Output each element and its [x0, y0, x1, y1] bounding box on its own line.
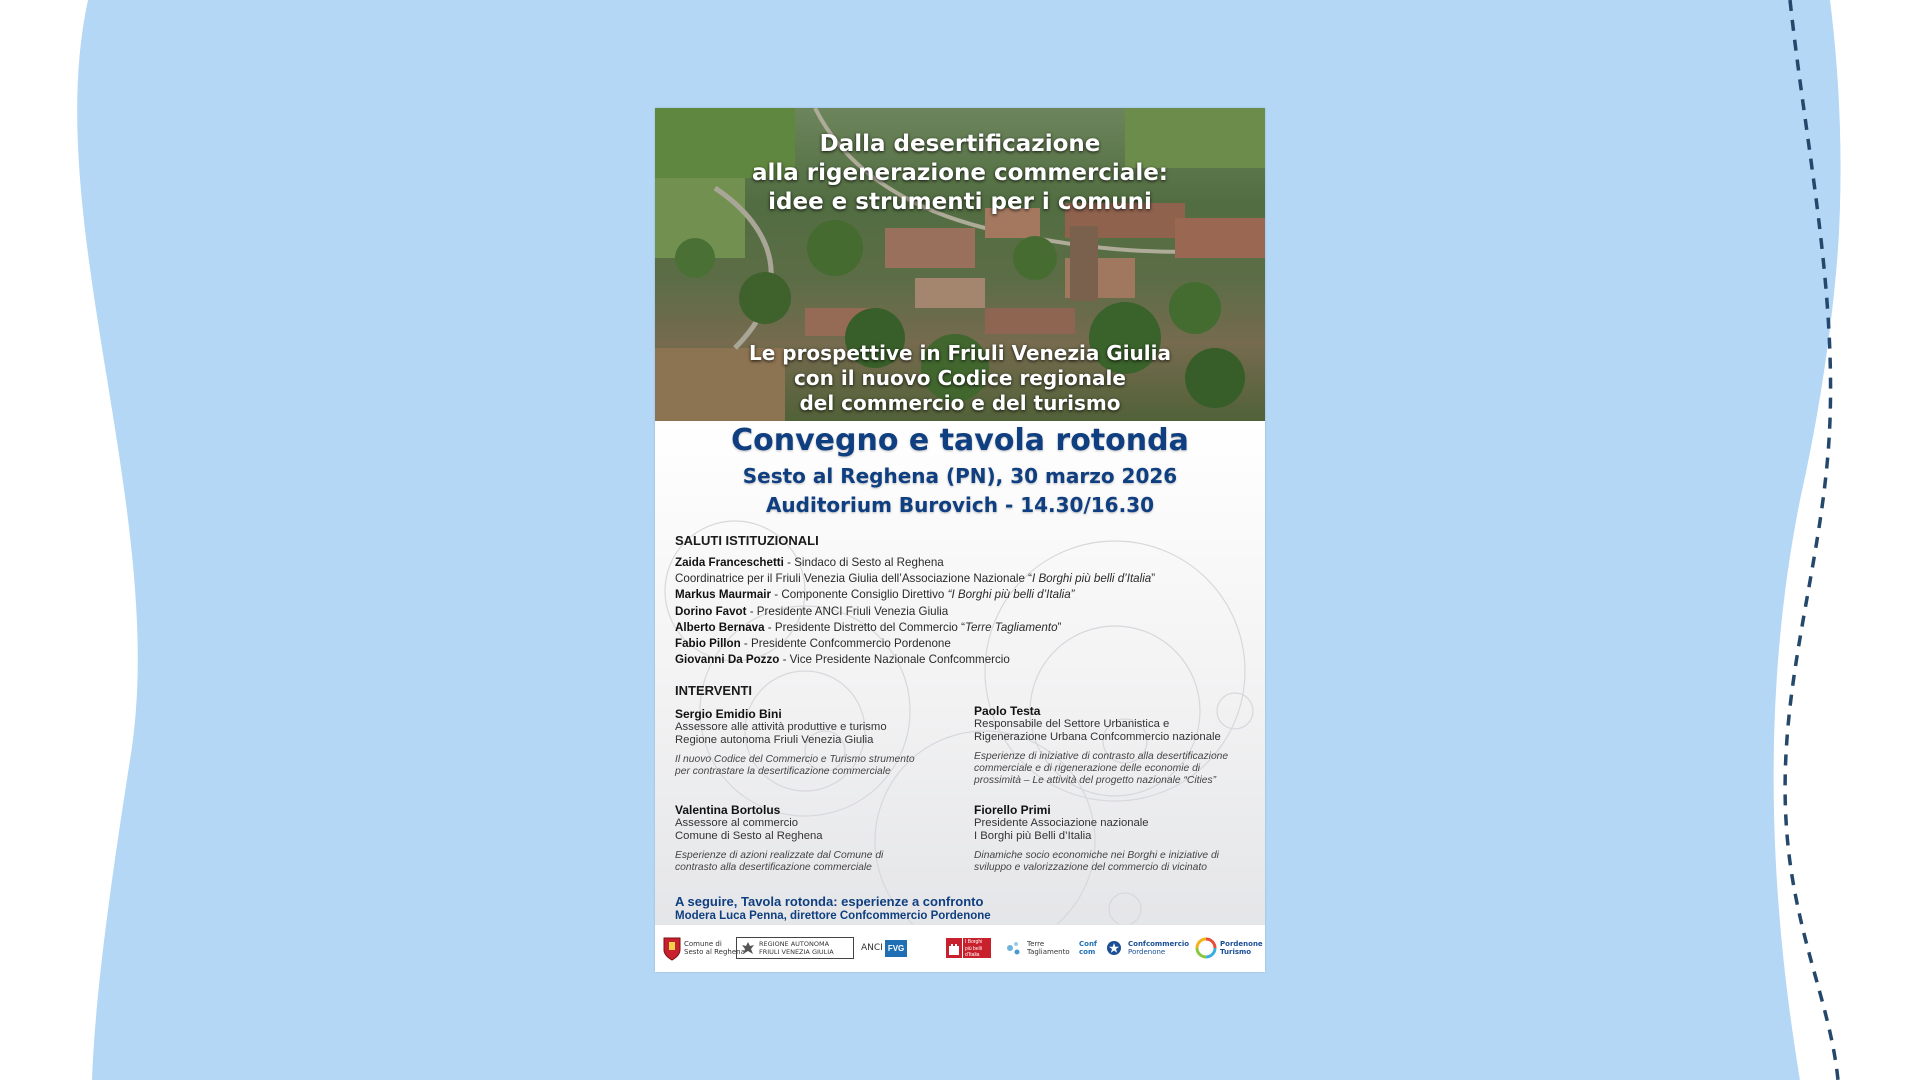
speaker-name: Paolo Testa [974, 704, 1041, 718]
speaker-name: Zaida Franceschetti [675, 556, 784, 569]
subheadline-line: con il nuovo Codice regionale [794, 366, 1126, 390]
terre-tagliamento-logo [1004, 931, 1070, 965]
greetings-list [675, 555, 1255, 668]
dots-icon [1004, 938, 1024, 958]
org-name: Terre Tagliamento [964, 620, 1058, 634]
talk-topic [675, 754, 950, 778]
speaker-role: Coordinatrice per il Friuli Venezia Giulia dell’Associazione Nazionale “ [675, 572, 1032, 586]
logo-text: FRIULI VENEZIA GIULIA [759, 948, 834, 956]
quote-end: ” [1057, 620, 1062, 634]
topic-line: Esperienze di iniziative di contrasto alla desertificazione [974, 750, 1229, 762]
headline-line: Dalla desertificazione [819, 131, 1101, 157]
logo-text: più belli [965, 945, 982, 952]
speaker-role: - Presidente Confcommercio Pordenone [740, 637, 951, 651]
speaker-role: Comune di Sesto al Reghena [675, 830, 823, 843]
logo-text: Turismo [1220, 948, 1252, 956]
speaker-role: Regione autonoma Friuli Venezia Giulia [675, 734, 874, 747]
speaker-name: Dorino Favot [675, 604, 747, 618]
quote-end: ” [1151, 572, 1156, 586]
speaker-name: Sergio Emidio Bini [675, 707, 782, 721]
speaker-name: Markus Maurmair [675, 588, 772, 602]
logo-text: REGIONE AUTONOMA [759, 940, 830, 948]
speaker-role: Rigenerazione Urbana Confcommercio nazionale [974, 731, 1221, 744]
greeting-item [675, 620, 1255, 636]
comune-sesto-logo [663, 931, 745, 965]
speaker-role: I Borghi più Belli d’Italia [974, 830, 1092, 843]
logo-text: com [1079, 948, 1096, 956]
topic-line: Il nuovo Codice del Commercio e Turismo strumento [675, 753, 915, 765]
castle-icon [946, 938, 962, 958]
subheadline-line: Le prospettive in Friuli Venezia Giulia [748, 341, 1171, 365]
event-title: Convegno e tavola rotonda [731, 423, 1189, 458]
logo-text: ANCI [861, 943, 883, 953]
talk-item [974, 804, 1249, 874]
sponsor-logos-strip [655, 924, 1265, 972]
logo-text: Pordenone [1220, 940, 1263, 948]
greeting-item [675, 604, 1255, 620]
greetings-heading: SALUTI ISTITUZIONALI [675, 533, 819, 548]
logo-text: FVG [885, 940, 907, 957]
org-name: “I Borghi più belli d’Italia” [947, 588, 1075, 602]
logo-text: Tagliamento [1027, 948, 1070, 956]
subheadline-line: del commercio e del turismo [799, 391, 1121, 415]
logo-text: Conf [1079, 940, 1097, 948]
speaker-name: Valentina Bortolus [675, 803, 781, 817]
headline-line: alla rigenerazione commerciale: [751, 160, 1169, 186]
greeting-item [675, 636, 1255, 652]
topic-line: Esperienze di azioni realizzate dal Comune di [675, 849, 884, 861]
topic-line: sviluppo e valorizzazione del commercio di vicinato [974, 861, 1207, 873]
eagle-icon [741, 941, 755, 955]
speaker-role: Assessore alle attività produttive e turismo [675, 721, 887, 734]
logo-text: Sesto al Reghena [684, 948, 745, 956]
regione-fvg-logo [736, 931, 854, 965]
aerial-village-photo [655, 108, 1265, 421]
speaker-name: Giovanni Da Pozzo [675, 653, 780, 667]
speaker-name: Fabio Pillon [675, 637, 741, 651]
confcom-logo [1079, 931, 1097, 965]
speaker-role: Assessore al commercio [675, 817, 799, 830]
borghi-italia-logo [946, 931, 991, 965]
event-venue-time: Auditorium Burovich - 14.30/16.30 [765, 493, 1155, 517]
greeting-item [675, 587, 1255, 603]
headline-bottom [655, 341, 1265, 416]
star-emblem-icon [1106, 940, 1122, 956]
speaker-role: Responsabile del Settore Urbanistica e [974, 718, 1170, 731]
speaker-role: - Componente Consiglio Direttivo [771, 588, 948, 602]
talk-topic [675, 850, 950, 874]
talk-item [974, 705, 1249, 787]
headline-line: idee e strumenti per i comuni [768, 189, 1152, 215]
logo-text: Pordenone [1128, 948, 1166, 956]
moderator-line: Modera Luca Penna, direttore Confcommercio Pordenone [675, 910, 991, 922]
topic-line: prossimità – Le attività del progetto nazionale “Cities” [974, 775, 1217, 787]
org-name: I Borghi più belli d’Italia [1032, 572, 1152, 586]
logo-text: Confcommercio [1128, 940, 1190, 948]
speaker-name: Fiorello Primi [974, 803, 1051, 817]
greeting-item [675, 571, 1255, 587]
speaker-role: - Vice Presidente Nazionale Confcommercio [779, 653, 1010, 667]
poster-program-area [655, 421, 1265, 972]
confcommercio-pordenone-logo [1106, 931, 1189, 965]
talks-heading: INTERVENTI [675, 683, 753, 698]
round-table-line: A seguire, Tavola rotonda: esperienze a confronto [675, 894, 984, 909]
event-poster [655, 108, 1265, 972]
speaker-role: Presidente Associazione nazionale [974, 817, 1149, 830]
logo-text: I Borghi [965, 939, 983, 945]
event-place-date: Sesto al Reghena (PN), 30 marzo 2026 [742, 464, 1178, 488]
speaker-role: - Sindaco di Sesto al Reghena [783, 556, 944, 569]
swirl-icon [1195, 937, 1217, 959]
speaker-role: - Presidente ANCI Friuli Venezia Giulia [746, 604, 949, 618]
greeting-item [675, 555, 1255, 571]
greeting-item [675, 652, 1255, 668]
speaker-role: - Presidente Distretto del Commercio “ [764, 620, 965, 634]
topic-line: Dinamiche socio economiche nei Borghi e iniziative di [974, 849, 1219, 861]
coat-of-arms-icon [663, 935, 681, 961]
speaker-name: Alberto Bernava [675, 620, 765, 634]
talk-topic [974, 751, 1249, 788]
talk-item [675, 708, 950, 778]
logo-text: d’Italia [965, 952, 980, 958]
topic-line: per contrastare la desertificazione commerciale [675, 765, 891, 777]
topic-line: contrasto alla desertificazione commerciale [675, 861, 872, 873]
headline-top [655, 130, 1265, 217]
pordenone-turismo-logo [1195, 931, 1263, 965]
logo-text: Comune di [684, 940, 722, 948]
talk-topic [974, 850, 1249, 874]
topic-line: commerciale e di rigenerazione delle economie di [974, 762, 1201, 774]
anci-fvg-logo [861, 931, 907, 965]
logo-text: Terre [1027, 940, 1045, 948]
talk-item [675, 804, 950, 874]
